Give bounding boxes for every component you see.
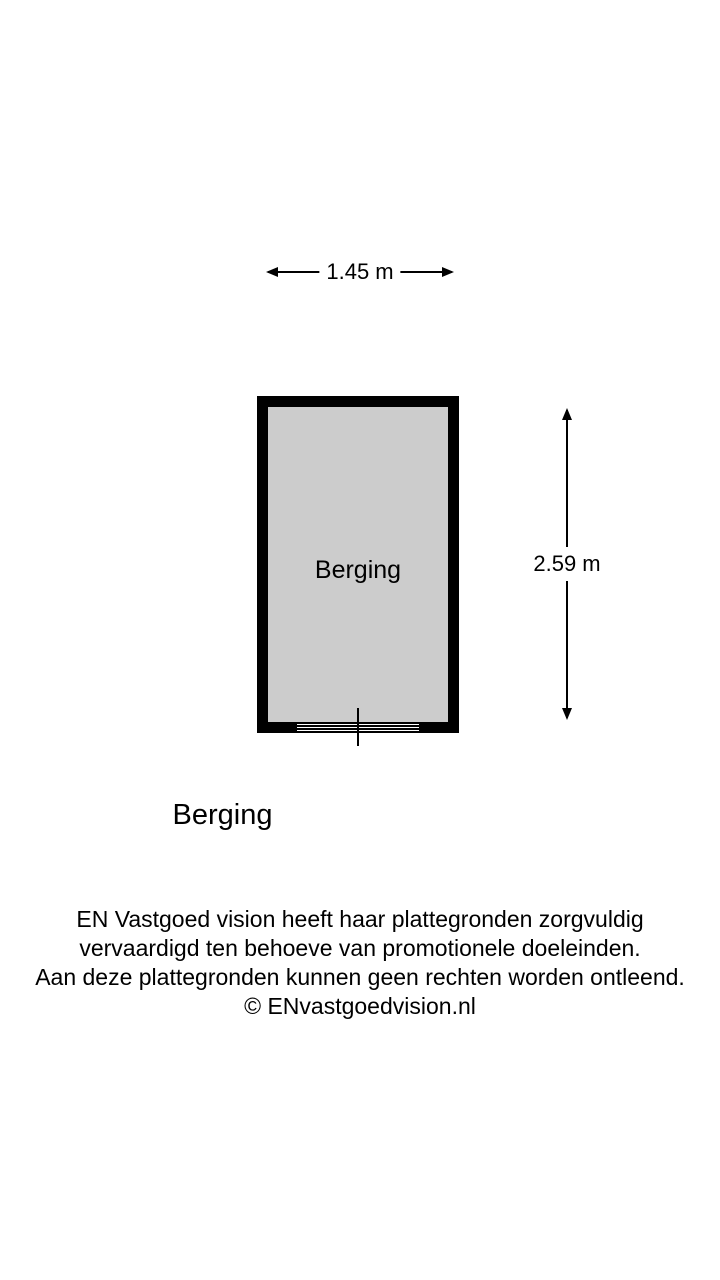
window-symbol — [297, 722, 419, 733]
disclaimer-line-2: vervaardigd ten behoeve van promotionele doeleinden. — [79, 935, 641, 961]
arrow-right-icon — [442, 267, 454, 277]
dimension-height — [533, 408, 601, 720]
room-floor-area — [268, 407, 448, 722]
dimension-width-label: 1.45 m — [319, 259, 400, 285]
room-berging — [257, 396, 459, 733]
plan-title: Berging — [172, 799, 273, 831]
disclaimer-line-1: EN Vastgoed vision heeft haar plattegronden zorgvuldig — [76, 906, 644, 932]
window-center-tick — [357, 708, 359, 746]
dimension-height-label: 2.59 m — [533, 547, 600, 581]
arrow-down-icon — [562, 708, 572, 720]
room-label: Berging — [314, 556, 402, 584]
disclaimer-line-3: Aan deze plattegronden kunnen geen rechten worden ontleend. — [35, 964, 685, 990]
copyright-line: © ENvastgoedvision.nl — [244, 993, 476, 1019]
dimension-width — [266, 252, 454, 292]
disclaimer — [0, 905, 720, 1021]
arrow-left-icon — [266, 267, 278, 277]
arrow-up-icon — [562, 408, 572, 420]
